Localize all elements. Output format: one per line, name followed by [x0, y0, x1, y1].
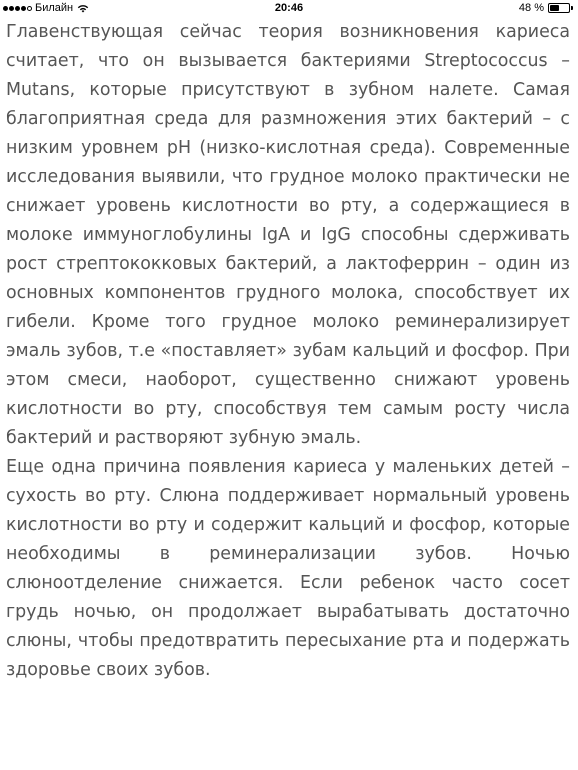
article-body — [6, 18, 570, 685]
battery-percentage: 48 % — [518, 2, 544, 14]
carrier-name: Билайн — [35, 2, 74, 14]
article-paragraph: Главенствующая сейчас теория возникновения кариеса считает, что он вызывается бактериями Streptococcus – Mutans, которые присутствуют в зубном налете. Самая благоприятная среда для размножения этих бактерий – с низким уровнем pH (низко-кислотная среда). Современные исследования выявили, что грудное молоко практически не снижает уровень кислотности во рту, а содержащиеся в молоке иммуноглобулины IgA и IgG способны сдерживать рост стрептококковых бактерий, а лактоферрин – один из основных компонентов грудного молока, способствует их гибели. Кроме того грудное молоко реминерализирует эмаль зубов, т.е «поставляет» зубам кальций и фосфор. При этом смеси, наоборот, существенно снижают уровень кислотности во рту, способствуя тем самым росту числа бактерий и растворяют зубную эмаль. — [6, 22, 570, 448]
status-time: 20:46 — [274, 2, 304, 14]
battery-fill — [550, 5, 559, 11]
article-paragraph: Еще одна причина появления кариеса у маленьких детей – сухость во рту. Слюна поддерживает нормальный уровень кислотности во рту и содержит кальций и фосфор, которые необходимы в реминерализации зубов. Ночью слюноотделение снижается. Если ребенок часто сосет грудь ночью, он продолжает вырабатывать достаточно слюны, чтобы предотвратить пересыхание рта и подержать здоровье своих зубов. — [6, 457, 570, 680]
status-bar — [0, 0, 578, 16]
battery-icon — [548, 3, 570, 13]
status-right — [519, 1, 573, 15]
battery-cap — [571, 6, 573, 10]
